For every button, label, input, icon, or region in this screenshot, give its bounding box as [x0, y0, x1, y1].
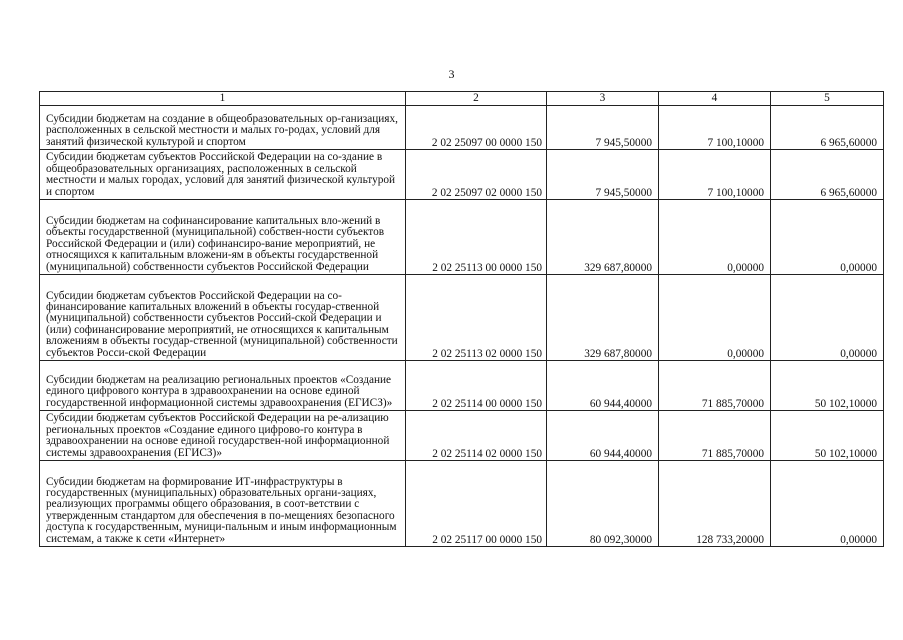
row-description: Субсидии бюджетам на создание в общеобразовательных ор-ганизациях, расположенных в сельской местности и малых го-родах, условий для занятий физической культурой и спортом: [40, 106, 406, 150]
row-description: Субсидии бюджетам на реализацию региональных проектов «Создание единого цифрового контура в здравоохранении на основе единой государственной информационной системы здравоохранения (ЕГИСЗ)»: [40, 361, 406, 411]
column-header: 1: [40, 92, 406, 106]
value-col3: 7 945,50000: [547, 150, 659, 200]
value-col3: 80 092,30000: [547, 461, 659, 547]
column-header: 4: [659, 92, 771, 106]
value-col4: 128 733,20000: [659, 461, 771, 547]
value-col5: 50 102,10000: [771, 411, 884, 461]
value-col5: 50 102,10000: [771, 361, 884, 411]
budget-code: 2 02 25114 00 0000 150: [406, 361, 547, 411]
value-col5: 6 965,60000: [771, 106, 884, 150]
budget-code: 2 02 25117 00 0000 150: [406, 461, 547, 547]
budget-code: 2 02 25113 00 0000 150: [406, 200, 547, 275]
value-col3: 329 687,80000: [547, 275, 659, 361]
table-row: [40, 275, 884, 361]
column-header: 2: [406, 92, 547, 106]
budget-code: 2 02 25114 02 0000 150: [406, 411, 547, 461]
value-col4: 71 885,70000: [659, 361, 771, 411]
value-col4: 7 100,10000: [659, 106, 771, 150]
table-row: [40, 461, 884, 547]
value-col4: 71 885,70000: [659, 411, 771, 461]
column-header: 5: [771, 92, 884, 106]
value-col5: 0,00000: [771, 200, 884, 275]
value-col5: 0,00000: [771, 275, 884, 361]
column-header: 3: [547, 92, 659, 106]
value-col3: 60 944,40000: [547, 361, 659, 411]
value-col4: 0,00000: [659, 275, 771, 361]
value-col4: 0,00000: [659, 200, 771, 275]
row-description: Субсидии бюджетам субъектов Российской Федерации на со-здание в общеобразовательных организациях, расположенных в сельской местности и малых городах, условий для занятий физической культурой и спортом: [40, 150, 406, 200]
row-description: Субсидии бюджетам субъектов Российской Федерации на со-финансирование капитальных вложений в объекты государ-ственной (муниципальной) собственности субъектов Россий-ской Федерации и (или) софинансирование мероприятий, не относящихся к капитальным вложениям в объекты государ-ственной (муниципальной) собственности субъектов Росси-ской Федерации: [40, 275, 406, 361]
table-row: [40, 200, 884, 275]
value-col3: 7 945,50000: [547, 106, 659, 150]
page-number: 3: [448, 67, 455, 81]
table-row: [40, 361, 884, 411]
value-col5: 0,00000: [771, 461, 884, 547]
table-row: [40, 106, 884, 150]
row-description: Субсидии бюджетам на софинансирование капитальных вло-жений в объекты государственной (муниципальной) собствен-ности субъектов Российской Федерации и (или) софинансиро-вание мероприятий, не относящихся к капитальным вложени-ям в объекты государственной (муниципальной) собственности субъектов Российской Федерации: [40, 200, 406, 275]
row-description: Субсидии бюджетам субъектов Российской Федерации на ре-ализацию региональных проектов «Создание единого цифрово-го контура в здравоохранении на основе единой государствен-ной информационной системы здравоохранения (ЕГИСЗ)»: [40, 411, 406, 461]
table-row: [40, 150, 884, 200]
budget-code: 2 02 25113 02 0000 150: [406, 275, 547, 361]
value-col4: 7 100,10000: [659, 150, 771, 200]
table-row: [40, 411, 884, 461]
value-col3: 60 944,40000: [547, 411, 659, 461]
budget-code: 2 02 25097 00 0000 150: [406, 106, 547, 150]
value-col5: 6 965,60000: [771, 150, 884, 200]
budget-table: [39, 91, 884, 547]
value-col3: 329 687,80000: [547, 200, 659, 275]
row-description: Субсидии бюджетам на формирование ИТ-инфраструктуры в государственных (муниципальных) образовательных органи-зациях, реализующих программы общего образования, в соот-ветствии с утвержденным стандартом для обеспечения в по-мещениях безопасного доступа к государственным, муници-пальным и иным информационным системам, а также к сети «Интернет»: [40, 461, 406, 547]
table-header-row: [40, 92, 884, 106]
budget-code: 2 02 25097 02 0000 150: [406, 150, 547, 200]
